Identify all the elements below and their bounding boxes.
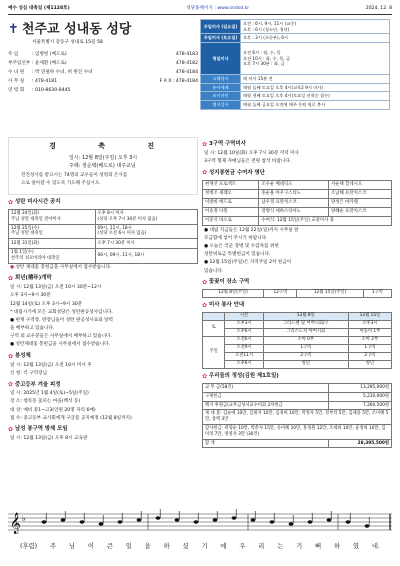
schedule-cell: 아동미 1부 xyxy=(348,328,391,336)
schedule-cell: 소아 2부 xyxy=(348,336,391,344)
hymn-lyrics xyxy=(8,543,392,552)
staff-role: 사 무 실 xyxy=(8,78,25,84)
3gu-lines xyxy=(202,151,392,165)
youth-lines xyxy=(8,391,198,422)
donor-row xyxy=(203,198,392,207)
schedule-row xyxy=(203,320,392,328)
lyric-syllable: 였 xyxy=(352,543,360,551)
music-note xyxy=(156,516,161,519)
staff-name: : 010-8630-8445 xyxy=(32,87,71,93)
flower-icon: ✿ xyxy=(202,301,208,309)
schedule-row xyxy=(203,344,392,352)
mass-label: 평일미사 xyxy=(201,43,241,75)
3gu-line: 일 시: 12월 10일(화) 오후 7시 30분 저녁 미사 xyxy=(204,151,299,157)
jubilee-line: 을 배부하고 있습니다. xyxy=(10,326,55,332)
staff-tel: F A X : 478-4184 xyxy=(159,78,198,84)
celebrate-heading: 경 축 진 xyxy=(49,142,175,150)
bongsa-line: 신 청: 각 구역장님 xyxy=(10,370,47,376)
special-offering-notes xyxy=(202,228,392,275)
issue-label: 예수 성심 대축일 (제1128호) xyxy=(8,5,70,11)
holiday-cell: 오후 7시 30분 미사 xyxy=(95,239,198,249)
lyric-syllable: 하 xyxy=(163,543,170,551)
youth-line: 접 수: 중고등부 교사회에게 구글폼 공지예정 (12월 8일까지) xyxy=(10,415,132,421)
youth-line: 대 상: 예비 중1~고3(인원 20명 자리 6매) xyxy=(10,407,96,413)
staff-tel: 478-4183 xyxy=(175,51,198,57)
offer-value: 7,260,500원 xyxy=(329,401,392,410)
issue-date: 2024. 12. 8 xyxy=(365,5,392,11)
website-link[interactable]: 성당홈페이지 : www.sndsd.kr xyxy=(186,5,250,11)
staff-role: 주 임 xyxy=(8,51,19,57)
lyric-syllable: 하 xyxy=(334,543,341,551)
bongsa-line: 일 시: 12월 13일(금) 오전 10시 미사 후 xyxy=(10,362,92,368)
donor-cell: 강병식 세바스티아노 xyxy=(259,207,329,216)
music-note xyxy=(308,520,313,523)
holiday-row xyxy=(9,239,198,249)
staff-role: 연 령 회 xyxy=(8,87,25,93)
music-note xyxy=(118,520,123,523)
mass-value: 오전 6시 : 월, 수, 목 오전 10시 : 화, 수, 목, 금 오후 7시 30분 : 화, 금 xyxy=(241,43,390,75)
offer-names: 제 대 봉: 김순애 10만, 김필자 10만, 김경희 10만, 박정자 5만, 정부리 5만, 김채용 5만, 조미혜 5만, 총액 3만 xyxy=(203,410,392,425)
church-brand xyxy=(8,19,198,137)
music-note xyxy=(42,520,47,523)
donor-row xyxy=(203,207,392,216)
holiday-row xyxy=(9,210,198,225)
schedule-cell: 소아 0부 xyxy=(263,336,348,344)
offer-names-row xyxy=(203,410,392,425)
donor-table xyxy=(202,180,392,226)
mass-label: 조이마인 xyxy=(201,92,241,101)
donor-cell: 조남혜 프란치스코 xyxy=(329,189,392,198)
staff-role: 부주임신부 xyxy=(8,60,31,66)
lyric-syllable: 일 xyxy=(125,543,132,551)
jubilee-line: 12월 14일(토) 오후 3시~9시 30분 xyxy=(10,301,83,307)
donor-cell: 양성은 마카렐 xyxy=(329,198,392,207)
donor-cell: 정병조 세례오 xyxy=(203,189,259,198)
schedule-group: 주일 xyxy=(203,336,225,368)
flower-icon: ✿ xyxy=(8,381,14,389)
donor-cell: 남우경 프란치스코 xyxy=(259,198,329,207)
schedule-cell: 오후3시 xyxy=(225,320,263,328)
offer-total-value: 28,395,500원 xyxy=(329,439,392,448)
music-note xyxy=(365,524,370,527)
offer-value: 5,210,000원 xyxy=(329,392,392,401)
holiday-cell: 12월 24일(화) 주님 성탄 대축일 전야미사 xyxy=(9,210,96,225)
schedule-cell: 2구역 xyxy=(263,352,348,360)
donor-cell: 이승정 다윗 xyxy=(203,207,259,216)
flower-cell: 12구역 xyxy=(264,289,297,297)
mass-row xyxy=(201,20,390,34)
lyric-syllable: 주 xyxy=(49,543,57,551)
music-note xyxy=(270,520,275,523)
flower-icon: ✿ xyxy=(8,425,14,433)
special-note-line: 모금함에 넣어 주시기 바랍니다. xyxy=(204,235,268,241)
church-address: 서울특별시 강동구 성내로 15길 58 xyxy=(32,39,103,45)
donor-cell: 이방희 베드로 xyxy=(203,198,259,207)
staff-role: 수 녀 원 xyxy=(8,69,25,75)
lyric-syllable: 기 xyxy=(296,543,303,551)
mass-label: 유아세례 xyxy=(201,83,241,92)
schedule-row xyxy=(203,352,392,360)
mass-times-table xyxy=(200,19,390,110)
hymn-refrain-label: (후렴) xyxy=(20,543,38,551)
jubilee-lines xyxy=(8,285,198,349)
holiday-cell: 1월 1일(수) 천주의 성모마리아 대축일 xyxy=(9,249,96,264)
music-note xyxy=(232,516,237,519)
church-title: 천주교 성내동 성당 xyxy=(21,22,132,37)
flower-section-title: ✿ 꽃꽂이 장소 구역 xyxy=(202,278,250,286)
schedule-cell: 오전6시 xyxy=(225,336,263,344)
holiday-row xyxy=(9,249,198,264)
music-note xyxy=(175,518,180,521)
offer-names2: 감사헌금: 곽형순 10만, 박춘자 15만, 유미혜 10만, 홍정원 12만, 조세희 10만, 윤정희 10만, 김미영 7만, 정영자 3만 (30건) xyxy=(203,424,392,439)
donor-row xyxy=(203,180,392,189)
music-note xyxy=(80,520,85,523)
schedule-row xyxy=(203,360,392,368)
special-note-line: ● 오늘은 국군 장병 및 수감자를 위한 xyxy=(204,243,279,249)
schedule-head xyxy=(203,312,392,320)
celebrate-line1: 일시: 12월 8일(주일) 오후 3시 xyxy=(69,155,138,161)
mass-label: 주일미사 (토요일) xyxy=(201,34,241,43)
mass-value: 매월 둘째 금요일 오전에 매주 은퇴 원로 봉사 xyxy=(241,101,390,110)
schedule-cell: 오전11시 xyxy=(225,352,263,360)
groups-section-title: ✿ 성지봉헌금 수여자 명단 xyxy=(202,169,265,177)
schedule-row xyxy=(203,336,392,344)
staff-tel: 478-4182 xyxy=(175,60,198,66)
3gu-section-title: ✿ 3구역 구역미사 xyxy=(202,141,246,148)
youth-line: 일 시: 2025년 1월 4일(토)~5일(주일) xyxy=(10,391,89,397)
donor-cell: 이준석 바오로 xyxy=(203,216,259,225)
jubilee-line: 오후 3시~9시 30분 xyxy=(10,293,51,299)
daerim-line: 일 시: 12월 13일(금) 오후 8시 교육관 xyxy=(10,436,88,442)
lyric-syllable: 님 xyxy=(68,543,75,551)
top-bar xyxy=(8,6,392,15)
jubilee-line: * 대림시기에 모든 교회성당은 성탄판공성사입니다. xyxy=(10,309,113,315)
music-note xyxy=(99,522,104,525)
schedule-cell: 그라드렌 및 어머니회/구 xyxy=(263,320,348,328)
offer-row xyxy=(203,383,392,392)
jubilee-line: ● 현재 구역장, 반장님들이 성탄 판공성사표와 달력 xyxy=(10,317,113,323)
lyric-syllable: 기 xyxy=(201,543,208,551)
flower-icon: ✿ xyxy=(8,275,14,283)
schedule-cell: 청년 xyxy=(348,360,391,368)
daerim-section-title: ✿ 남성 봉구역 방제 모임 xyxy=(8,425,68,433)
holiday-cell: 12월 31일(화) xyxy=(9,239,96,249)
mass-label: 주일미사 (일요일) xyxy=(201,20,241,34)
flower-row xyxy=(203,289,392,297)
mass-row xyxy=(201,101,390,110)
schedule-cell: 1구역 xyxy=(263,344,348,352)
flower-icon: ✿ xyxy=(202,141,208,148)
staff-directory xyxy=(8,52,198,97)
lyric-syllable: 큰 xyxy=(106,543,113,551)
lyric-syllable: 네. xyxy=(371,543,380,551)
schedule-cell: 오전9시 xyxy=(225,344,263,352)
bongsa-section-title: ✿ 봉성체 xyxy=(8,352,31,360)
schedule-section-title: ✿ 미사 봉사 안내 xyxy=(202,301,245,309)
music-note xyxy=(213,518,218,521)
schedule-cell: 1구역 xyxy=(348,344,391,352)
bongsa-lines xyxy=(8,363,198,377)
donor-cell: 홍순용 아우구스티노 xyxy=(259,189,329,198)
offer-names-row xyxy=(203,424,392,439)
celebrate-line4: 으로 살아갈 수 있도록 기도해 주십시오. xyxy=(21,181,101,186)
staff-tel: 478-4184 xyxy=(175,69,198,75)
schedule-head-cell: 12월 15일 xyxy=(348,312,391,320)
mass-value: 오후 : 3시 (초등부), 6시 xyxy=(241,34,390,43)
lyric-syllable: 을 xyxy=(144,543,151,551)
treble-clef-icon: 𝄞 xyxy=(10,513,21,534)
flower-icon: ✿ xyxy=(202,278,208,286)
jubilee-line: ● 성탄제대꽃 봉헌금을 사무실에서 접수받습니다. xyxy=(10,342,111,348)
schedule-cell: 오후3시 xyxy=(348,320,391,328)
holiday-cell: 09시, 11시, 18시 (성당 오전 6시 미사 없음) xyxy=(95,224,198,239)
music-note xyxy=(194,520,199,523)
special-note-line: 성탄위로금 특별헌금이 있습니다. xyxy=(204,252,271,258)
schedule-head-cell: 시간 xyxy=(225,312,263,320)
music-note xyxy=(327,518,332,521)
lyric-syllable: 는 xyxy=(277,543,284,551)
holiday-row xyxy=(9,224,198,239)
lyric-syllable: 리 xyxy=(258,543,265,551)
holiday-cell: 12월 25일(수) 주님 성탄 대축일 xyxy=(9,224,96,239)
staff-name: : 478-4181 xyxy=(32,78,58,84)
mass-value: 매월 셋째 토요일 오후 4시(토요일 선착순 접수) xyxy=(241,92,390,101)
flat-sign-icon: ♭ xyxy=(22,514,26,523)
offer-total-key: 합 계 xyxy=(203,439,329,448)
confirmation-notice xyxy=(8,137,198,195)
3gu-line: 3구역 형제 자매님들은 전원 참석 바랍니다. xyxy=(204,159,292,165)
flower-cell: 12월 15일(주일) xyxy=(297,289,363,297)
schedule-cell: 오후6시 xyxy=(225,328,263,336)
schedule-head-cell xyxy=(203,312,225,320)
holiday-note: ● 성탄 제대꽃 봉헌금을 사무실에서 접수받습니다. xyxy=(10,264,112,270)
music-note xyxy=(61,518,66,521)
holiday-cell: 06시, 09시, 11시, 18시 xyxy=(95,249,198,264)
offer-row xyxy=(203,401,392,410)
schedule-row xyxy=(203,328,392,336)
special-note-line: 있습니다. xyxy=(204,268,224,274)
special-note-line: ● 12월 15일(주일)은 지역주일 2차 헌금이 xyxy=(204,260,292,266)
offer-key: 백지 후원금(교무금성서교수비회 2차헌금 xyxy=(203,401,329,410)
lyric-syllable: 에 xyxy=(220,543,227,551)
offer-total-row xyxy=(203,439,392,448)
lyric-syllable: 이 xyxy=(87,543,94,551)
flower-icon: ✿ xyxy=(8,199,14,206)
schedule-cell: 청년 xyxy=(263,360,348,368)
cross-icon: ✝ xyxy=(8,22,19,37)
mass-label: 고해성사 xyxy=(201,75,241,84)
offer-value: 13,295,000원 xyxy=(329,383,392,392)
offer-section-title: ✿ 우리들의 정성(김원 제1호일) xyxy=(202,372,279,380)
flower-icon: ✿ xyxy=(202,372,208,380)
celebrate-line2: 주례: 정순택(베드로) 대주교님 xyxy=(69,163,136,169)
holiday-section-title: ✿ 성탄 미사시간 공지 xyxy=(8,199,61,206)
jubilee-line: 구역 외 교우분들은 사무실에서 배부하고 있습니다. xyxy=(10,334,112,340)
jubilee-line: 일 시: 12월 13일(금) 오전 10시 30분~12시 xyxy=(10,285,102,291)
flower-cell: 12월 8일(주일) xyxy=(203,289,264,297)
offer-key: 구제헌금 xyxy=(203,392,329,401)
mass-row xyxy=(201,43,390,75)
jubilee-section-title: ✿ 희년(禧年)개막 xyxy=(8,275,52,283)
staff-row xyxy=(8,70,198,79)
youth-line: 장 소: 청록동 꽃피는 마을(백석 동) xyxy=(10,399,81,405)
mass-service-table xyxy=(202,312,392,369)
music-note xyxy=(346,520,351,523)
schedule-group: 토 xyxy=(203,320,225,336)
staff-name: : 임병헌 (베드로) xyxy=(32,51,67,57)
staff-name: : 윤세환 (베드로) xyxy=(32,60,67,66)
flower-icon: ✿ xyxy=(8,352,14,360)
mass-row xyxy=(201,92,390,101)
lyric-syllable: 우 xyxy=(239,543,246,551)
schedule-cell: 그리스도치 아버지회 xyxy=(263,328,348,336)
staff-name: : 박 연필하 수녀, 허 원진 수녀 xyxy=(32,69,93,75)
offer-key: 교 무 금(58건) xyxy=(203,383,329,392)
donor-cell: 양혜순 프란치스코 xyxy=(329,207,392,216)
mass-value: 오전 : 6시, 9시, 11시 (교중) 오후 : 6시 (청소년, 청년) xyxy=(241,20,390,34)
donor-row xyxy=(203,216,392,225)
offering-table xyxy=(202,383,392,448)
holiday-mass-table xyxy=(8,209,198,264)
mass-row xyxy=(201,83,390,92)
music-note xyxy=(251,518,256,521)
hymn-score xyxy=(8,508,392,560)
youth-section-title: ✿ 중고등부 겨울 피정 xyxy=(8,381,61,389)
donor-row xyxy=(203,189,392,198)
celebrate-line3: 견진성사를 받으시는 74명의 교우들이 성령의 은사를 xyxy=(21,173,128,178)
special-note-line: ● 대림 지금들은 12월 22일(일)까지 시무실 앞 xyxy=(204,227,299,233)
staff-row xyxy=(8,88,198,97)
flower-cell: 1구역 xyxy=(363,289,391,297)
donor-cell: 수여식: 12월 15일(주일) 교중미사 중 xyxy=(259,216,392,225)
staff-row xyxy=(8,52,198,61)
mass-row xyxy=(201,75,390,84)
schedule-cell: 오후6시 xyxy=(225,360,263,368)
mass-row xyxy=(201,34,390,43)
offer-row xyxy=(203,392,392,401)
staff-row xyxy=(8,79,198,88)
staff-row xyxy=(8,61,198,70)
mass-value: 매월 둘째 토요일 오후 4시(교육2 9시 미사) xyxy=(241,83,390,92)
donor-cell: 조우순 베네딕도 xyxy=(259,180,329,189)
music-note xyxy=(289,522,294,525)
schedule-head-cell: 12월 8일 xyxy=(263,312,348,320)
mass-value: 매 미사 15분 전 xyxy=(241,75,390,84)
holiday-cell: 오후 8시 미사 (성당 오후 7시 30분 미사 없음) xyxy=(95,210,198,225)
music-note xyxy=(137,518,142,521)
donor-cell: 현재선 프로젝트 xyxy=(203,180,259,189)
flower-icon: ✿ xyxy=(202,169,208,177)
music-staff xyxy=(8,508,392,538)
lyric-syllable: 셨 xyxy=(182,543,189,551)
mass-label: 병자성사 xyxy=(201,101,241,110)
lyric-syllable: 뻐 xyxy=(315,543,322,551)
schedule-cell: 2구역 xyxy=(348,352,391,360)
donor-cell: 서순택 힐데시오 xyxy=(329,180,392,189)
flower-table xyxy=(202,289,392,298)
